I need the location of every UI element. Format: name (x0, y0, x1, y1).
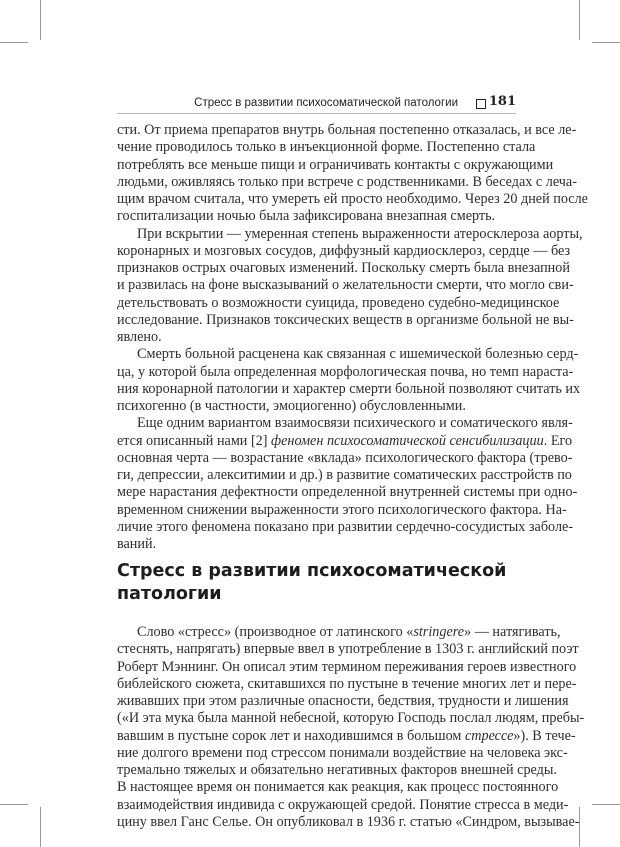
text-line: взаимодействия индивида с окружающей средой. Понятие стресса в меди- (117, 796, 569, 813)
text-segment: »). В тече- (513, 727, 576, 744)
text-line: признаков острых очаговых изменений. Поскольку смерть была внезапной (117, 260, 570, 276)
square-bullet-icon (476, 99, 486, 109)
crop-mark (0, 804, 28, 805)
crop-mark (40, 0, 41, 40)
text-line: ваний. (117, 536, 157, 552)
text-line: стеснять, напрягать) впервые ввел в употребление в 1303 г. английский поэт (117, 641, 579, 658)
text-line: чение проводилось только в инъекционной форме. Постепенно стала (117, 139, 536, 156)
running-title: Стресс в развитии психосоматической патологии (194, 97, 458, 109)
text-line: Еще одним вариантом взаимосвязи психического и соматического явля- (137, 415, 573, 432)
text-line: ца, у которой была определенная морфологическая почва, но темп нараста- (117, 363, 574, 380)
text-segment: » — натягивать, (464, 624, 561, 640)
text-line: временном снижении выраженности этого психологического фактора. На- (117, 501, 567, 518)
text-line: психогенно (в частности, эмоциогенно) обусловленными. (117, 398, 466, 414)
text-line: В настоящее время он понимается как реакция, как процесс постоянного (117, 779, 559, 796)
text-line: живавших при этом различные опасности, бедствия, трудности и лишения (117, 693, 569, 709)
running-header (117, 94, 516, 112)
text-line (117, 432, 573, 450)
crop-mark (0, 42, 28, 43)
text-line: людьми, оживляясь только при встрече с родственниками. В беседах с леча- (117, 173, 577, 190)
page-number: 181 (488, 94, 516, 109)
text-line: коронарных и мозговых сосудов, диффузный кардиосклероз, сердце — без (117, 242, 571, 259)
text-segment: вавшим в пустыне сорок лет и находившимся в большом (117, 727, 465, 744)
text-line: ния коронарной патологии и характер смерти больной позволяют считать их (117, 380, 581, 397)
text-line: исследование. Признаков токсических веществ в организме больной не вы- (117, 311, 574, 328)
italic-term: феномен психосоматической сенсибилизации (271, 432, 544, 449)
crop-mark (579, 0, 580, 40)
text-line: основная черта — возрастание «вклада» психологического фактора (трево- (117, 449, 573, 466)
text-line: мере нарастания дефектности определенной внутренней системы при одно- (117, 484, 578, 501)
text-line: и развилась на фоне высказываний о желательности смерти, что могло сви- (117, 277, 574, 294)
header-rule (117, 113, 516, 114)
text-line: ги, депрессии, алекситимии и др.) в развитие соматических расстройств по (117, 467, 572, 483)
crop-mark (592, 804, 620, 805)
text-line: щим врачом считала, что умереть ей просто необходимо. Через 20 дней после (117, 191, 588, 207)
text-segment: Слово «стресс» (производное от латинского « (137, 624, 414, 640)
crop-mark (592, 42, 620, 43)
italic-term: стрессе (464, 727, 514, 744)
italic-term: stringere (413, 624, 465, 640)
text-line (137, 624, 561, 641)
text-line: («И эта мука была манной небесной, которую Господь послал людям, пребы- (117, 710, 585, 727)
text-segment: . Его (543, 432, 573, 449)
text-line: При вскрытии — умеренная степень выраженности атеросклероза аорты, (137, 225, 583, 242)
text-line: ние долгого времени под стрессом понимали воздействие на человека экс- (117, 744, 568, 761)
text-line: потреблять все меньше пищи и ограничивать контакты с окружающими (117, 156, 554, 173)
text-line: Роберт Мэннинг. Он описал этим термином переживания героев известного (117, 658, 577, 675)
text-line (117, 727, 576, 745)
text-segment: ется описанный нами [2] (117, 432, 272, 449)
text-line: детельствовать о возможности суицида, проведено судебно-медицинское (117, 294, 560, 311)
text-line: сти. От приема препаратов внутрь больная постепенно отказалась, и все ле- (117, 122, 577, 138)
section-heading-line-2: патологии (117, 584, 222, 604)
text-line: Смерть больной расценена как связанная с ишемической болезнью серд- (137, 346, 579, 363)
section-heading-line-1: Стресс в развитии психосоматической (117, 561, 507, 581)
text-line: явлено. (117, 329, 162, 345)
text-line: тремально тяжелых и обязательно негативных факторов внешней среды. (117, 762, 557, 778)
text-line: личие этого феномена показано при развитии сердечно-сосудистых заболе- (117, 518, 574, 535)
text-line: госпитализации ночью была зафиксирована внезапная смерть. (117, 208, 496, 225)
crop-mark (40, 807, 41, 847)
text-line: библейского сюжета, скитавшихся по пустыне в течение многих лет и пере- (117, 675, 577, 692)
text-line: цину ввел Ганс Селье. Он опубликовал в 1936 г. статью «Синдром, вызывае- (117, 813, 580, 830)
